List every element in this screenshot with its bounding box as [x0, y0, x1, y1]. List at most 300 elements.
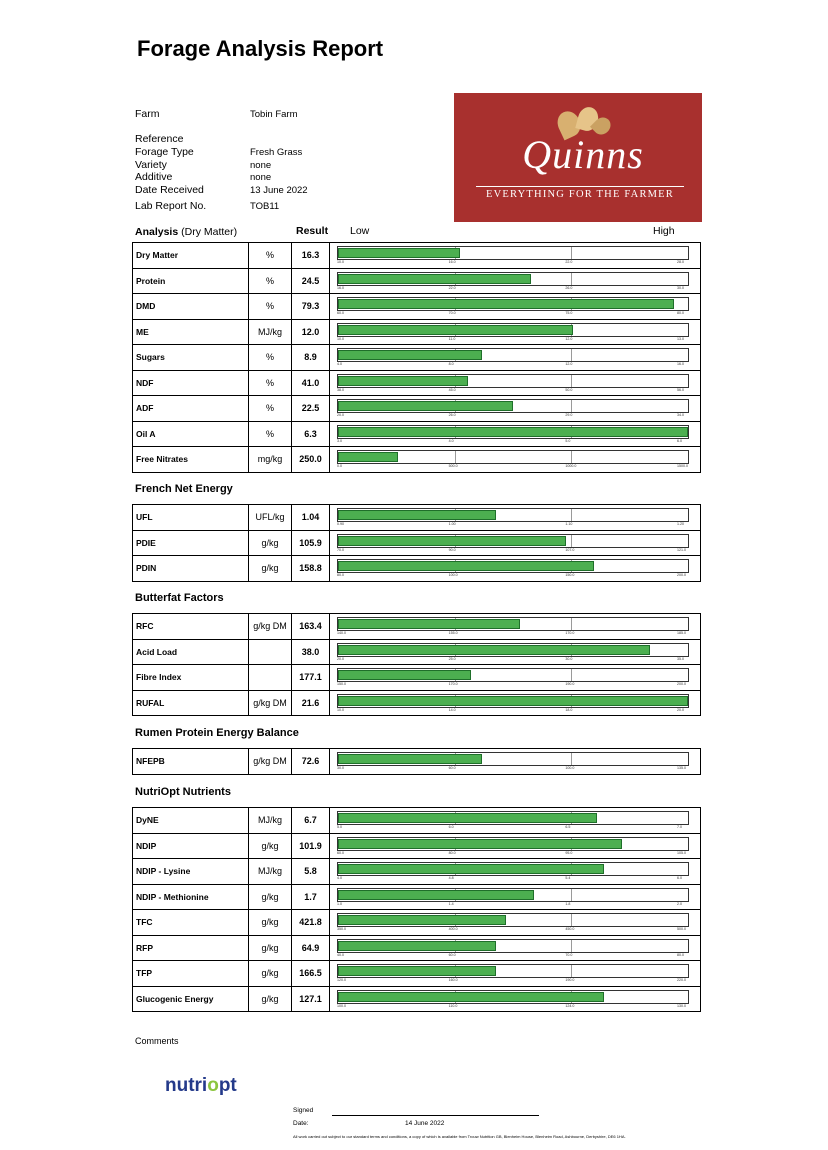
- table-row-dmd: [132, 294, 701, 320]
- row-unit: g/kg DM: [249, 749, 292, 774]
- table-row-tfc: [132, 910, 701, 936]
- row-name: NDF: [132, 371, 249, 396]
- analysis-header-label: Analysis: [135, 226, 179, 238]
- bar-track: [337, 508, 689, 522]
- grid-line: [455, 451, 456, 463]
- additive-label: Additive: [135, 171, 173, 183]
- tick-label: 60.0: [337, 850, 344, 855]
- tick-label: 2.0: [677, 901, 682, 906]
- lab-report-label: Lab Report No.: [135, 200, 207, 212]
- section-title-nutriopt-nutrients: NutriOpt Nutrients: [135, 786, 231, 798]
- tick-label: 30.0: [565, 656, 573, 661]
- table-row-free-nitrates: [132, 447, 701, 473]
- forage-type-label: Forage Type: [135, 146, 194, 158]
- tick-label: 190.0: [565, 682, 575, 686]
- section-title-butterfat-factors: Butterfat Factors: [135, 592, 224, 604]
- row-unit: %: [249, 371, 292, 396]
- tick-label: 107.0: [565, 547, 575, 552]
- row-name: Sugars: [132, 345, 249, 370]
- row-unit: mg/kg: [249, 447, 292, 472]
- grid-line: [571, 669, 572, 681]
- bar-track: [337, 246, 689, 260]
- tick-label: 22.0: [565, 260, 573, 264]
- table-row-fibre-index: [132, 665, 701, 691]
- tick-label: 29.0: [565, 413, 573, 417]
- row-unit: g/kg: [249, 936, 292, 961]
- tick-label: 500.0: [677, 927, 686, 931]
- row-bar-cell: [330, 691, 701, 716]
- quinns-tagline: EVERYTHING FOR THE FARMER: [476, 186, 684, 200]
- row-unit: g/kg: [249, 910, 292, 935]
- bar-fill: [338, 427, 688, 437]
- tick-label: 16.0: [677, 362, 684, 366]
- bar-track: [337, 862, 689, 876]
- row-unit: g/kg DM: [249, 691, 292, 716]
- table-row-rufal: [132, 691, 701, 717]
- farm-label: Farm: [135, 108, 160, 120]
- bar-track: [337, 964, 689, 978]
- tick-label: 100.0: [565, 766, 575, 770]
- grid-line: [571, 889, 572, 901]
- tick-label: 25.0: [448, 656, 456, 661]
- row-name: Free Nitrates: [132, 447, 249, 472]
- row-result: 12.0: [292, 320, 330, 345]
- bar-fill: [338, 510, 496, 520]
- tick-label: 130.0: [677, 1003, 686, 1008]
- section-french-net-energy-table: [132, 504, 701, 582]
- tick-label: 140.0: [337, 631, 346, 635]
- row-result: 64.9: [292, 936, 330, 961]
- tick-label: 75.0: [565, 311, 573, 315]
- tick-label: 80.0: [448, 850, 456, 855]
- tick-label: 185.0: [677, 631, 686, 635]
- row-bar-cell: [330, 556, 701, 581]
- table-row-me: [132, 320, 701, 346]
- bar-track: [337, 990, 689, 1004]
- tick-label: 200.0: [677, 573, 686, 577]
- row-result: 72.6: [292, 749, 330, 774]
- tick-label: 200.0: [677, 682, 686, 686]
- tick-label: 14.0: [448, 707, 456, 712]
- grid-line: [571, 535, 572, 547]
- row-name: NFEPB: [132, 749, 249, 774]
- analysis-header-sub: (Dry Matter): [181, 226, 238, 238]
- row-name: Dry Matter: [132, 243, 249, 268]
- row-bar-cell: [330, 396, 701, 421]
- variety-value: none: [250, 160, 272, 171]
- tick-label: 5.0: [337, 825, 342, 829]
- table-row-ndip: [132, 834, 701, 860]
- comments-label: Comments: [135, 1036, 179, 1046]
- table-row-rfp: [132, 936, 701, 962]
- row-name: PDIE: [132, 531, 249, 556]
- grid-line: [571, 753, 572, 765]
- bar-fill: [338, 696, 688, 706]
- tick-label: 1.00: [448, 522, 456, 526]
- tick-label: 50.0: [565, 387, 573, 392]
- row-unit: MJ/kg: [249, 808, 292, 833]
- tick-label: 16.0: [448, 260, 456, 264]
- tick-label: 35.0: [677, 656, 684, 661]
- bar-fill: [338, 401, 513, 411]
- row-name: TFC: [132, 910, 249, 935]
- table-row-ndip-lysine: [132, 859, 701, 885]
- row-name: NDIP: [132, 834, 249, 859]
- row-unit: %: [249, 422, 292, 447]
- quinns-wordmark: Quinns: [522, 132, 644, 177]
- tick-label: 40.0: [337, 952, 344, 957]
- tick-label: 155.0: [448, 631, 458, 635]
- row-result: 79.3: [292, 294, 330, 319]
- row-unit: g/kg: [249, 556, 292, 581]
- additive-value: none: [250, 172, 272, 183]
- bar-fill: [338, 813, 597, 823]
- tick-label: 56.0: [677, 387, 684, 392]
- tick-label: 28.0: [677, 260, 684, 264]
- bar-fill: [338, 645, 650, 655]
- row-bar-cell: [330, 640, 701, 665]
- tick-label: 12.0: [565, 362, 573, 366]
- row-name: Acid Load: [132, 640, 249, 665]
- report-title: Forage Analysis Report: [137, 36, 384, 61]
- row-bar-cell: [330, 422, 701, 447]
- row-name: DMD: [132, 294, 249, 319]
- row-unit: %: [249, 243, 292, 268]
- nutriopt-logo-right: pt: [218, 1075, 237, 1096]
- bar-track: [337, 534, 689, 548]
- row-result: 166.5: [292, 961, 330, 986]
- tick-label: 170.0: [448, 682, 458, 686]
- high-header: High: [653, 225, 675, 237]
- quinns-logo: [454, 93, 702, 222]
- nutriopt-logo: [165, 1075, 237, 1097]
- tick-label: 100.0: [448, 573, 458, 577]
- row-result: 6.3: [292, 422, 330, 447]
- bar-track: [337, 559, 689, 573]
- tick-label: 80.0: [337, 573, 344, 577]
- bar-track: [337, 297, 689, 311]
- tick-label: 7.0: [677, 825, 682, 829]
- table-row-sugars: [132, 345, 701, 371]
- bar-fill: [338, 992, 604, 1002]
- row-name: Protein: [132, 269, 249, 294]
- row-result: 8.9: [292, 345, 330, 370]
- tick-label: 1500.0: [677, 464, 688, 468]
- bar-fill: [338, 350, 482, 360]
- tick-label: 16.0: [337, 285, 344, 290]
- bar-track: [337, 811, 689, 825]
- row-bar-cell: [330, 885, 701, 910]
- row-name: Fibre Index: [132, 665, 249, 690]
- tick-label: 1.0: [337, 901, 342, 906]
- tick-label: 6.0: [677, 438, 682, 443]
- tick-label: 1.10: [565, 522, 573, 526]
- grid-line: [571, 451, 572, 463]
- tick-label: 1.8: [565, 901, 571, 906]
- row-result: 421.8: [292, 910, 330, 935]
- tick-label: 450.0: [565, 927, 575, 931]
- tick-label: 80.0: [677, 952, 684, 957]
- table-row-ufl: [132, 505, 701, 531]
- tick-label: 110.0: [448, 1003, 458, 1008]
- row-bar-cell: [330, 961, 701, 986]
- row-result: 163.4: [292, 614, 330, 639]
- tick-label: 11.0: [448, 336, 456, 341]
- table-row-rfc: [132, 614, 701, 640]
- tick-label: 30.0: [337, 766, 344, 770]
- row-result: 101.9: [292, 834, 330, 859]
- tick-label: 22.0: [448, 285, 456, 290]
- row-result: 24.5: [292, 269, 330, 294]
- tick-label: 220.0: [677, 978, 686, 982]
- row-bar-cell: [330, 447, 701, 472]
- row-unit: [249, 665, 292, 690]
- row-name: Oil A: [132, 422, 249, 447]
- reference-label: Reference: [135, 133, 184, 145]
- row-bar-cell: [330, 243, 701, 268]
- row-result: 38.0: [292, 640, 330, 665]
- row-bar-cell: [330, 749, 701, 774]
- row-name: UFL: [132, 505, 249, 530]
- analysis-header: [135, 226, 237, 238]
- table-row-ndf: [132, 371, 701, 397]
- forage-type-value: Fresh Grass: [250, 147, 303, 158]
- bar-fill: [338, 299, 674, 309]
- tick-label: 10.0: [337, 707, 344, 712]
- row-bar-cell: [330, 808, 701, 833]
- bar-fill: [338, 619, 520, 629]
- tick-label: 135.0: [677, 766, 686, 770]
- row-name: NDIP - Lysine: [132, 859, 249, 884]
- bar-track: [337, 694, 689, 708]
- tick-label: 38.0: [337, 387, 344, 392]
- bar-track: [337, 323, 689, 337]
- section-analysis-table: [132, 242, 701, 473]
- tick-label: 18.0: [565, 707, 573, 712]
- tick-label: 20.0: [337, 413, 344, 417]
- date-label: Date:: [293, 1120, 309, 1127]
- tick-label: 120.0: [337, 978, 346, 982]
- tick-label: 1.20: [677, 522, 684, 526]
- bar-track: [337, 888, 689, 902]
- row-result: 250.0: [292, 447, 330, 472]
- row-result: 5.8: [292, 859, 330, 884]
- table-row-pdie: [132, 531, 701, 557]
- tick-label: 95.0: [565, 850, 573, 855]
- tick-label: 0.90: [337, 522, 344, 526]
- table-row-oil-a: [132, 422, 701, 448]
- grid-line: [571, 400, 572, 412]
- tick-label: 190.0: [565, 978, 575, 982]
- tick-label: 20.0: [337, 656, 344, 661]
- bar-track: [337, 668, 689, 682]
- bar-track: [337, 837, 689, 851]
- grid-line: [571, 247, 572, 259]
- row-bar-cell: [330, 505, 701, 530]
- row-unit: g/kg: [249, 885, 292, 910]
- row-unit: %: [249, 396, 292, 421]
- row-bar-cell: [330, 269, 701, 294]
- row-name: ME: [132, 320, 249, 345]
- table-row-pdin: [132, 556, 701, 582]
- tick-label: 150.0: [337, 682, 346, 686]
- tick-label: 500.0: [448, 464, 458, 468]
- variety-label: Variety: [135, 159, 167, 171]
- bar-track: [337, 348, 689, 362]
- tick-label: 70.0: [448, 311, 456, 315]
- tick-label: 1.4: [448, 901, 454, 906]
- row-unit: g/kg: [249, 834, 292, 859]
- bar-fill: [338, 274, 531, 284]
- row-unit: %: [249, 294, 292, 319]
- signature-line: [332, 1115, 539, 1116]
- tick-label: 80.0: [677, 311, 684, 315]
- row-bar-cell: [330, 987, 701, 1012]
- bar-track: [337, 399, 689, 413]
- tick-label: 26.0: [448, 413, 456, 417]
- tick-label: 10.0: [337, 260, 344, 264]
- row-bar-cell: [330, 371, 701, 396]
- nutriopt-logo-o: o: [207, 1075, 219, 1096]
- row-name: DyNE: [132, 808, 249, 833]
- tick-label: 60.0: [448, 766, 456, 770]
- tick-label: 124.0: [565, 1003, 575, 1008]
- row-bar-cell: [330, 320, 701, 345]
- tick-label: 121.0: [677, 547, 686, 552]
- row-unit: g/kg: [249, 961, 292, 986]
- section-title-rumen-protein: Rumen Protein Energy Balance: [135, 727, 299, 739]
- row-name: RFC: [132, 614, 249, 639]
- grid-line: [571, 618, 572, 630]
- tick-label: 70.0: [565, 952, 573, 957]
- row-unit: [249, 640, 292, 665]
- date-value: 14 June 2022: [405, 1120, 445, 1127]
- bar-fill: [338, 915, 506, 925]
- tick-label: 100.0: [337, 1003, 346, 1008]
- row-bar-cell: [330, 531, 701, 556]
- tick-label: 10.0: [337, 336, 344, 341]
- row-result: 22.5: [292, 396, 330, 421]
- row-bar-cell: [330, 834, 701, 859]
- bar-fill: [338, 325, 573, 335]
- tick-label: 5.0: [565, 438, 571, 443]
- bar-fill: [338, 670, 471, 680]
- section-rumen-protein-table: [132, 748, 701, 775]
- table-row-protein: [132, 269, 701, 295]
- tick-label: 4.0: [337, 362, 342, 366]
- row-bar-cell: [330, 614, 701, 639]
- bar-track: [337, 272, 689, 286]
- tick-label: 8.0: [448, 362, 454, 366]
- bar-fill: [338, 839, 622, 849]
- disclaimer-text: All work carried out subject to our standard terms and conditions, a copy of which is available from Trouw Nutrition GB, Blenheim House, Blenheim Road, Ashbourne, Derbyshire, DE6 1HA.: [293, 1134, 626, 1139]
- row-result: 158.8: [292, 556, 330, 581]
- row-name: PDIN: [132, 556, 249, 581]
- row-result: 177.1: [292, 665, 330, 690]
- tick-label: 160.0: [448, 978, 458, 982]
- section-title-french-net-energy: French Net Energy: [135, 483, 233, 495]
- bar-track: [337, 374, 689, 388]
- row-name: RUFAL: [132, 691, 249, 716]
- bar-fill: [338, 864, 604, 874]
- date-received-label: Date Received: [135, 184, 204, 196]
- bar-fill: [338, 890, 534, 900]
- table-row-dry-matter: [132, 243, 701, 269]
- tick-label: 60.0: [337, 311, 344, 315]
- row-unit: g/kg: [249, 531, 292, 556]
- row-bar-cell: [330, 665, 701, 690]
- row-result: 6.7: [292, 808, 330, 833]
- bar-track: [337, 752, 689, 766]
- grid-line: [571, 914, 572, 926]
- tick-label: 34.0: [677, 413, 684, 417]
- section-nutriopt-nutrients-table: [132, 807, 701, 1012]
- table-row-dyne: [132, 808, 701, 834]
- bar-fill: [338, 561, 594, 571]
- row-unit: %: [249, 345, 292, 370]
- bar-track: [337, 450, 689, 464]
- row-name: Glucogenic Energy: [132, 987, 249, 1012]
- grid-line: [571, 965, 572, 977]
- tick-label: 400.0: [448, 927, 458, 931]
- bar-fill: [338, 376, 468, 386]
- bar-fill: [338, 966, 496, 976]
- tick-label: 350.0: [337, 927, 346, 931]
- bar-fill: [338, 248, 460, 258]
- grid-line: [571, 509, 572, 521]
- row-name: RFP: [132, 936, 249, 961]
- row-result: 1.7: [292, 885, 330, 910]
- bar-fill: [338, 941, 496, 951]
- tick-label: 3.0: [337, 438, 342, 443]
- tick-label: 170.0: [565, 631, 575, 635]
- bar-fill: [338, 754, 482, 764]
- tick-label: 6.0: [448, 825, 454, 829]
- table-row-ndip-methionine: [132, 885, 701, 911]
- bar-track: [337, 617, 689, 631]
- row-unit: MJ/kg: [249, 859, 292, 884]
- date-received-value: 13 June 2022: [250, 185, 308, 196]
- row-unit: %: [249, 269, 292, 294]
- bar-track: [337, 643, 689, 657]
- table-row-glucogenic-energy: [132, 987, 701, 1013]
- row-result: 21.6: [292, 691, 330, 716]
- tick-label: 12.0: [565, 336, 573, 341]
- row-unit: g/kg: [249, 987, 292, 1012]
- farm-value: Tobin Farm: [250, 109, 298, 120]
- row-bar-cell: [330, 910, 701, 935]
- row-bar-cell: [330, 294, 701, 319]
- grid-line: [571, 375, 572, 387]
- grid-line: [571, 273, 572, 285]
- bar-fill: [338, 452, 398, 462]
- table-row-tfp: [132, 961, 701, 987]
- tick-label: 30.0: [677, 285, 684, 290]
- section-butterfat-factors-table: [132, 613, 701, 716]
- low-header: Low: [350, 225, 370, 237]
- bar-fill: [338, 536, 566, 546]
- tick-label: 6.5: [565, 825, 571, 829]
- tick-label: 150.0: [565, 573, 575, 577]
- row-name: NDIP - Methionine: [132, 885, 249, 910]
- bar-track: [337, 425, 689, 439]
- row-result: 127.1: [292, 987, 330, 1012]
- tick-label: 4.0: [337, 876, 342, 880]
- grid-line: [571, 349, 572, 361]
- tick-label: 4.8: [448, 876, 454, 880]
- tick-label: 1000.0: [565, 464, 577, 468]
- row-bar-cell: [330, 859, 701, 884]
